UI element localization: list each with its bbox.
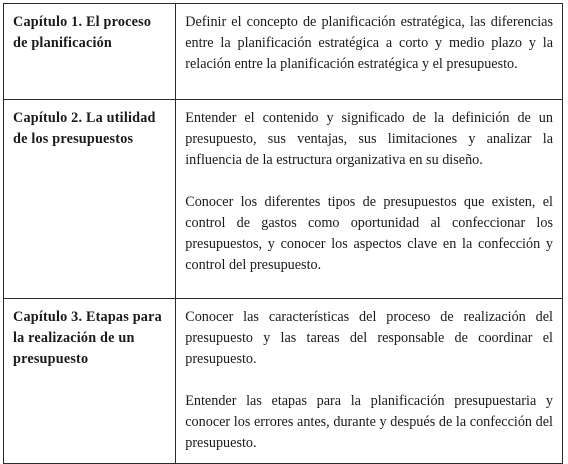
description-paragraph: Entender las etapas para la planificación presupuestaria y conocer los errores antes, durante y después de la confección del presupuesto. [185, 393, 553, 451]
chapter-cell [4, 299, 176, 464]
chapter-title: Capítulo 1. El proceso de planificación [13, 14, 152, 51]
table-row [4, 100, 563, 299]
description-cell [176, 4, 563, 100]
description-cell [176, 100, 563, 299]
description-cell [176, 299, 563, 464]
table-row [4, 299, 563, 464]
table-row [4, 4, 563, 100]
description-paragraph: Conocer los diferentes tipos de presupuestos que existen, el control de gastos como oportunidad al confeccionar los presupuestos, y conocer los aspectos clave en la confección y control del presupuesto. [185, 194, 553, 273]
description-paragraph: Conocer las características del proceso de realización del presupuesto y las tareas del responsable de coordinar el presupuesto. [185, 309, 553, 367]
chapter-objectives-table [3, 3, 563, 464]
description-paragraph: Entender el contenido y significado de la definición de un presupuesto, sus ventajas, sus limitaciones y analizar la influencia de la estructura organizativa en su diseño. [185, 110, 553, 168]
description-paragraph: Definir el concepto de planificación estratégica, las diferencias entre la planificación estratégica a corto y medio plazo y la relación entre la planificación estratégica y el presupuesto. [185, 14, 553, 72]
chapter-cell [4, 100, 176, 299]
chapter-title: Capítulo 2. La utilidad de los presupuestos [13, 110, 156, 147]
chapter-title: Capítulo 3. Etapas para la realización de un presupuesto [13, 309, 162, 367]
chapter-cell [4, 4, 176, 100]
